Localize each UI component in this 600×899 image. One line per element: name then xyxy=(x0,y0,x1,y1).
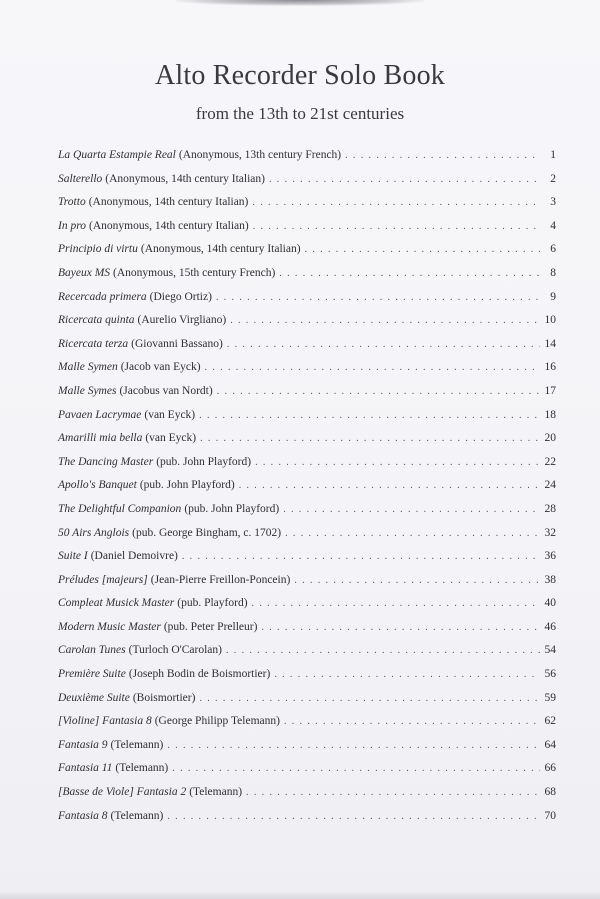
piece-composer: (Anonymous, 14th century Italian) xyxy=(105,172,265,185)
toc-entry xyxy=(58,668,556,692)
piece-title: Principio di virtu xyxy=(58,243,138,256)
piece-title: Ricercata terza xyxy=(58,337,129,350)
piece-title: Compleat Musick Master xyxy=(58,597,175,610)
piece-title: Deuxième Suite xyxy=(58,691,130,704)
piece-title: Bayeux MS xyxy=(58,266,111,279)
page-number: 56 xyxy=(544,668,556,681)
toc-entry xyxy=(58,220,556,244)
toc-entry xyxy=(58,173,556,197)
toc-entry xyxy=(58,409,556,433)
page-number: 22 xyxy=(544,455,556,468)
dot-leader xyxy=(172,763,540,774)
page-number: 62 xyxy=(544,715,556,728)
dot-leader xyxy=(167,740,540,751)
piece-title: Malle Symen xyxy=(58,361,118,374)
piece-composer: (pub. John Playford) xyxy=(156,455,252,468)
toc-entry xyxy=(58,786,556,810)
page-number: 10 xyxy=(544,314,556,327)
dot-leader xyxy=(253,221,540,232)
piece-title: Recercada primera xyxy=(58,290,147,303)
piece-composer: (Jacob van Eyck) xyxy=(120,361,201,374)
page-number: 17 xyxy=(544,384,556,397)
toc-entry xyxy=(58,739,556,763)
dot-leader xyxy=(246,787,540,798)
piece-composer: (Diego Ortiz) xyxy=(149,290,212,303)
dot-leader xyxy=(284,716,540,727)
table-of-contents xyxy=(58,149,556,833)
piece-title: [Basse de Viole] Fantasia 2 xyxy=(58,786,187,799)
page-number: 2 xyxy=(550,172,556,185)
toc-entry xyxy=(58,267,556,291)
toc-entry xyxy=(58,338,556,362)
dot-leader xyxy=(239,480,540,491)
piece-title: Fantasia 11 xyxy=(58,762,113,775)
piece-title: Malle Symes xyxy=(58,384,117,397)
dot-leader xyxy=(230,315,540,326)
piece-title: [Violine] Fantasia 8 xyxy=(58,715,152,728)
piece-title: Première Suite xyxy=(58,668,126,681)
piece-composer: (Anonymous, 14th century Italian) xyxy=(89,219,249,232)
piece-title: Amarilli mia bella xyxy=(58,432,143,445)
piece-title: Ricercata quinta xyxy=(58,314,135,327)
toc-entry xyxy=(58,527,556,551)
page-number: 36 xyxy=(544,550,556,563)
page-number: 54 xyxy=(544,644,556,657)
page-number: 38 xyxy=(544,573,556,586)
piece-composer: (pub. John Playford) xyxy=(184,502,280,515)
piece-composer: (Aurelio Virgliano) xyxy=(137,314,227,327)
toc-entry xyxy=(58,644,556,668)
piece-composer: (pub. John Playford) xyxy=(139,479,235,492)
toc-entry xyxy=(58,149,556,173)
dot-leader xyxy=(252,197,540,208)
toc-entry xyxy=(58,385,556,409)
page-number: 1 xyxy=(550,149,556,161)
toc-entry xyxy=(58,715,556,739)
page-number: 8 xyxy=(550,266,556,279)
page-number: 24 xyxy=(544,479,556,492)
piece-title: Fantasia 8 xyxy=(58,809,108,822)
dot-leader xyxy=(199,410,540,421)
page-number: 20 xyxy=(544,432,556,445)
toc-entry xyxy=(58,692,556,716)
piece-composer: (Anonymous, 14th century Italian) xyxy=(88,196,249,209)
toc-entry xyxy=(58,243,556,267)
page-number: 14 xyxy=(544,337,556,350)
page-subtitle: from the 13th to 21st centuries xyxy=(195,104,405,123)
piece-title: In pro xyxy=(58,219,87,232)
toc-entry xyxy=(58,762,556,786)
dot-leader xyxy=(227,339,540,350)
page-number: 9 xyxy=(550,290,556,303)
toc-entry xyxy=(58,574,556,598)
piece-composer: (Telemann) xyxy=(110,809,164,822)
piece-title: Carolan Tunes xyxy=(58,644,126,657)
dot-leader xyxy=(200,433,540,444)
toc-entry xyxy=(58,456,556,480)
piece-title: Trotto xyxy=(58,196,86,209)
toc-entry xyxy=(58,291,556,315)
dot-leader xyxy=(274,669,540,680)
dot-leader xyxy=(182,551,540,562)
page-number: 6 xyxy=(550,243,556,256)
page-number: 16 xyxy=(544,361,556,374)
piece-composer: (Joseph Bodin de Boismortier) xyxy=(128,668,271,681)
page-title: Alto Recorder Solo Book xyxy=(154,60,445,91)
page-number: 3 xyxy=(550,196,556,209)
page-number: 18 xyxy=(544,408,556,421)
dot-leader xyxy=(252,598,540,609)
piece-title: Fantasia 9 xyxy=(58,738,108,751)
toc-entry xyxy=(58,479,556,503)
toc-entry xyxy=(58,810,556,834)
dot-leader xyxy=(261,622,540,633)
piece-composer: (Telemann) xyxy=(115,762,169,775)
piece-composer: (Boismortier) xyxy=(132,691,196,704)
toc-entry xyxy=(58,503,556,527)
page-number: 46 xyxy=(544,620,556,633)
page-number: 70 xyxy=(544,809,556,822)
piece-composer: (Telemann) xyxy=(110,738,164,751)
dot-leader xyxy=(216,292,540,303)
dot-leader xyxy=(294,575,540,586)
piece-composer: (pub. George Bingham, c. 1702) xyxy=(132,526,282,539)
page-number: 4 xyxy=(550,219,556,232)
page-bottom-edge xyxy=(0,891,600,899)
toc-entry xyxy=(58,196,556,220)
piece-composer: (Jacobus van Nordt) xyxy=(119,384,213,397)
piece-composer: (Telemann) xyxy=(189,786,243,799)
piece-composer: (Jean-Pierre Freillon-Poncein) xyxy=(150,573,291,586)
dot-leader xyxy=(199,693,540,704)
piece-composer: (Daniel Demoivre) xyxy=(90,550,178,563)
dot-leader xyxy=(283,504,540,515)
piece-title: Préludes [majeurs] xyxy=(58,573,148,586)
toc-entry xyxy=(58,361,556,385)
page-number: 28 xyxy=(544,502,556,515)
toc-entry xyxy=(58,314,556,338)
piece-title: La Quarta Estampie Real xyxy=(58,149,176,161)
page-number: 59 xyxy=(544,691,556,704)
piece-title: The Dancing Master xyxy=(58,455,154,468)
piece-composer: (George Philipp Telemann) xyxy=(154,715,280,728)
piece-title: The Delightful Companion xyxy=(58,502,182,515)
piece-title: Modern Music Master xyxy=(58,620,161,633)
piece-composer: (pub. Peter Prelleur) xyxy=(163,620,258,633)
page-number: 68 xyxy=(544,786,556,799)
dot-leader xyxy=(205,362,540,373)
dot-leader xyxy=(217,386,540,397)
dot-leader xyxy=(279,268,540,279)
toc-entry xyxy=(58,550,556,574)
dot-leader xyxy=(345,150,540,161)
dot-leader xyxy=(305,244,540,255)
page-top-shadow xyxy=(175,0,425,6)
page-number: 66 xyxy=(544,762,556,775)
piece-title: 50 Airs Anglois xyxy=(58,526,130,539)
piece-title: Apollo's Banquet xyxy=(58,479,137,492)
piece-composer: (van Eyck) xyxy=(145,432,197,445)
piece-composer: (pub. Playford) xyxy=(177,597,248,610)
toc-entry xyxy=(58,621,556,645)
dot-leader xyxy=(226,645,540,656)
page-number: 32 xyxy=(544,526,556,539)
toc-entry xyxy=(58,597,556,621)
piece-composer: (Anonymous, 15th century French) xyxy=(113,266,276,279)
page-number: 64 xyxy=(544,738,556,751)
dot-leader xyxy=(167,811,540,822)
dot-leader xyxy=(255,457,540,468)
toc-entry xyxy=(58,432,556,456)
page-number: 40 xyxy=(544,597,556,610)
piece-composer: (van Eyck) xyxy=(144,408,196,421)
piece-title: Pavaen Lacrymae xyxy=(58,408,142,421)
dot-leader xyxy=(269,174,540,185)
piece-composer: (Turloch O'Carolan) xyxy=(128,644,222,657)
piece-title: Salterello xyxy=(58,172,103,185)
piece-title: Suite I xyxy=(58,550,88,563)
dot-leader xyxy=(285,528,540,539)
piece-composer: (Anonymous, 13th century French) xyxy=(178,149,342,161)
piece-composer: (Giovanni Bassano) xyxy=(131,337,223,350)
piece-composer: (Anonymous, 14th century Italian) xyxy=(140,243,301,256)
